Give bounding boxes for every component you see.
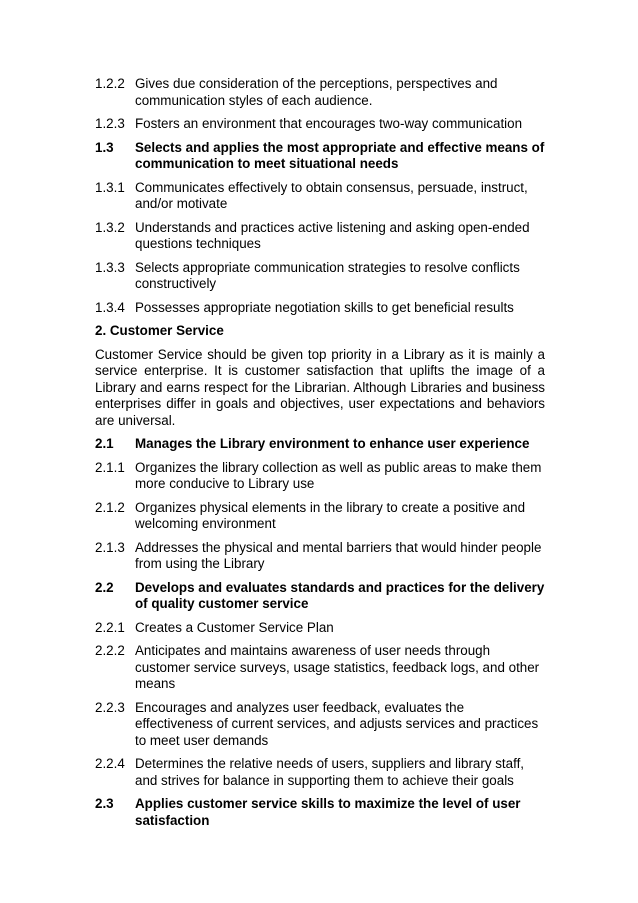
item-text: Encourages and analyzes user feedback, evaluates the effectiveness of current services, and adjusts services and practices to meet user demands xyxy=(135,699,539,748)
item-text: Creates a Customer Service Plan xyxy=(135,619,334,635)
item-number: 1.3.2 xyxy=(95,219,125,235)
item-number: 2.2.1 xyxy=(95,619,125,635)
item-text: Determines the relative needs of users, suppliers and library staff, and strives for balance in supporting them to achieve their goals xyxy=(135,756,525,788)
item-number: 1.3.4 xyxy=(95,299,125,315)
document-body xyxy=(95,76,545,836)
section-heading: 2. Customer Service xyxy=(95,323,224,338)
item-text: Anticipates and maintains awareness of user needs through customer service surveys, usage statistics, feedback logs, and other means xyxy=(135,643,540,691)
item-text: Organizes the library collection as well as public areas to make them more conducive to Library use xyxy=(135,459,542,491)
competency-heading xyxy=(95,580,545,613)
item-number: 2.1.2 xyxy=(95,499,125,515)
item-number: 1.3 xyxy=(95,139,114,155)
item-number: 1.3.1 xyxy=(95,179,125,195)
section-paragraph: Customer Service should be given top priority in a Library as it is mainly a service enterprise. It is customer satisfaction that uplifts the image of a Library and earns respect for the Librarian. Although Libraries and business enterprises differ in goals and objectives, user expectations and behaviors are universal. xyxy=(95,346,545,428)
item-number: 2.2 xyxy=(95,579,114,595)
item-text: Communicates effectively to obtain consensus, persuade, instruct, and/or motivate xyxy=(135,179,528,211)
competency-item xyxy=(95,500,545,533)
competency-item xyxy=(95,540,545,573)
competency-list-customer-service xyxy=(95,436,545,829)
item-number: 2.1.1 xyxy=(95,459,125,475)
item-text: Fosters an environment that encourages two-way communication xyxy=(135,116,523,131)
item-number: 2.1.3 xyxy=(95,539,125,555)
item-text: Understands and practices active listening and asking open-ended questions techniques xyxy=(135,219,530,251)
item-text: Selects and applies the most appropriate and effective means of communication to meet situational needs xyxy=(135,139,545,171)
item-number: 2.2.3 xyxy=(95,699,125,715)
item-text: Addresses the physical and mental barriers that would hinder people from using the Library xyxy=(135,539,542,571)
item-number: 2.1 xyxy=(95,436,114,451)
item-number: 2.2.4 xyxy=(95,756,125,771)
competency-item xyxy=(95,756,545,789)
competency-item xyxy=(95,620,545,637)
item-number: 2.3 xyxy=(95,796,114,811)
item-text: Selects appropriate communication strategies to resolve conflicts constructively xyxy=(135,259,520,291)
competency-item xyxy=(95,220,545,253)
item-text: Organizes physical elements in the library to create a positive and welcoming environment xyxy=(135,499,526,531)
competency-item xyxy=(95,260,545,293)
item-number: 1.2.3 xyxy=(95,116,125,131)
competency-item xyxy=(95,116,545,133)
competency-item xyxy=(95,76,545,109)
competency-item xyxy=(95,300,545,317)
competency-item xyxy=(95,460,545,493)
competency-item xyxy=(95,180,545,213)
item-number: 2.2.2 xyxy=(95,643,125,658)
competency-item xyxy=(95,643,545,693)
item-number: 1.2.2 xyxy=(95,76,125,91)
item-text: Possesses appropriate negotiation skills to get beneficial results xyxy=(135,299,514,315)
item-number: 1.3.3 xyxy=(95,259,125,275)
competency-heading xyxy=(95,796,545,829)
item-text: Manages the Library environment to enhance user experience xyxy=(135,436,530,451)
competency-heading xyxy=(95,140,545,173)
item-text: Gives due consideration of the perceptions, perspectives and communication styles of each audience. xyxy=(135,76,498,108)
competency-item xyxy=(95,700,545,750)
item-text: Develops and evaluates standards and practices for the delivery of quality customer service xyxy=(135,579,545,611)
competency-list-communication xyxy=(95,76,545,316)
competency-heading xyxy=(95,436,545,453)
item-text: Applies customer service skills to maximize the level of user satisfaction xyxy=(135,796,521,828)
